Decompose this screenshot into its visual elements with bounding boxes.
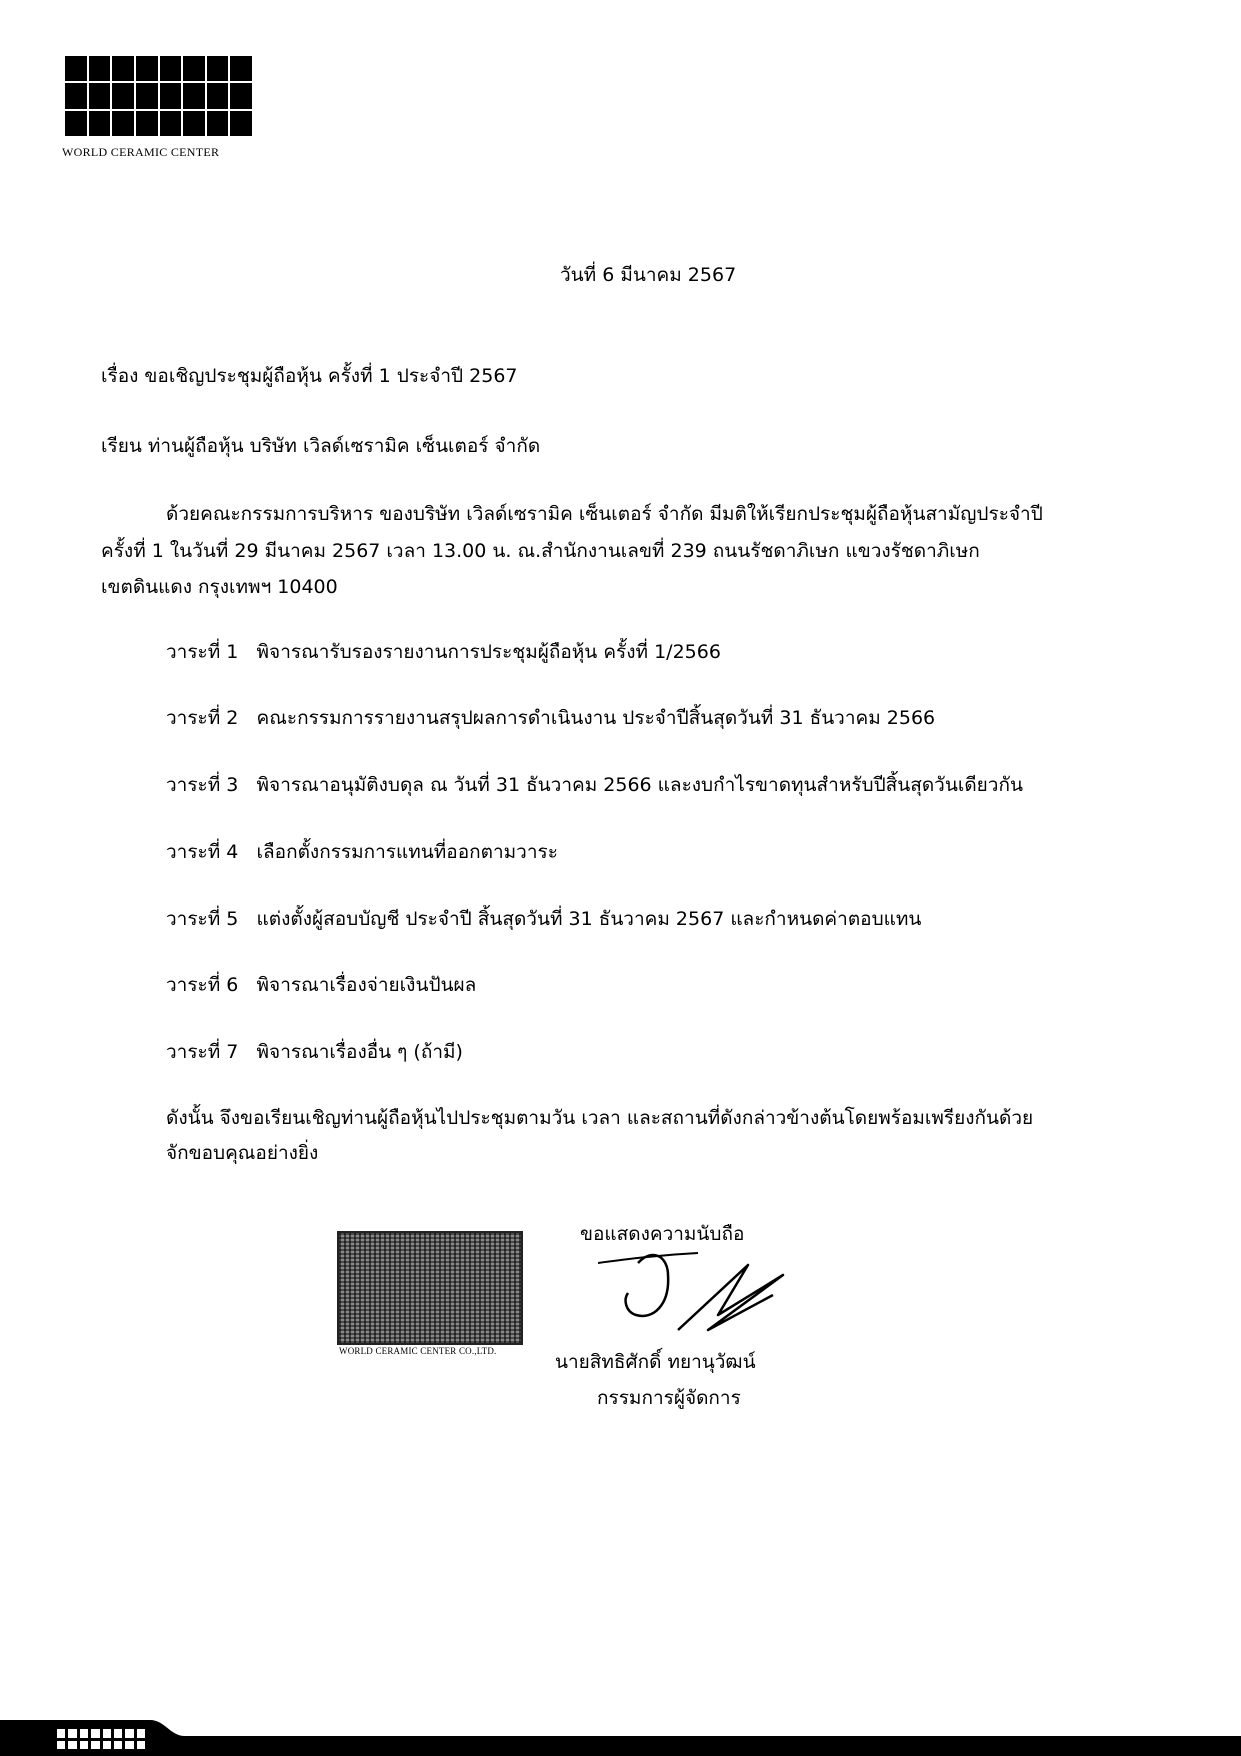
company-stamp <box>339 1233 521 1343</box>
agenda-label: วาระที่ 7 <box>166 1041 239 1063</box>
agenda-label: วาระที่ 3 <box>166 774 239 796</box>
agenda-label: วาระที่ 6 <box>166 974 239 996</box>
salutation: ขอแสดงความนับถือ <box>580 1223 745 1245</box>
agenda-text: พิจารณาอนุมัติงบดุล ณ วันที่ 31 ธันวาคม 2566 และงบกำไรขาดทุนสำหรับปีสิ้นสุดวันเดียวกัน <box>256 774 1023 796</box>
agenda-item-6 <box>166 976 476 995</box>
agenda-text: พิจารณาเรื่องอื่น ๆ (ถ้ามี) <box>256 1041 463 1063</box>
agenda-item-7 <box>166 1043 463 1062</box>
intro-line-2: ครั้งที่ 1 ในวันที่ 29 มีนาคม 2567 เวลา 13.00 น. ณ.สำนักงานเลขที่ 239 ถนนรัชดาภิเษก แขวงรัชดาภิเษก <box>101 540 980 562</box>
letter-recipient: เรียน ท่านผู้ถือหุ้น บริษัท เวิลด์เซรามิค เซ็นเตอร์ จำกัด <box>101 435 541 457</box>
stamp-image <box>339 1233 521 1343</box>
logo-grid-mark <box>65 56 252 136</box>
intro-line-1: ด้วยคณะกรรมการบริหาร ของบริษัท เวิลด์เซรามิค เซ็นเตอร์ จำกัด มีมติให้เรียกประชุมผู้ถือหุ้นสามัญประจำปี <box>166 503 1043 525</box>
stamp-text: WORLD CERAMIC CENTER CO.,LTD. <box>339 1346 497 1356</box>
agenda-label: วาระที่ 2 <box>166 707 239 729</box>
agenda-item-3 <box>166 776 1023 795</box>
agenda-item-4 <box>166 843 558 862</box>
agenda-label: วาระที่ 4 <box>166 841 239 863</box>
agenda-text: คณะกรรมการรายงานสรุปผลการดำเนินงาน ประจำปีสิ้นสุดวันที่ 31 ธันวาคม 2566 <box>256 707 936 729</box>
company-logo <box>65 56 252 136</box>
agenda-text: แต่งตั้งผู้สอบบัญชี ประจำปี สิ้นสุดวันที่ 31 ธันวาคม 2567 และกำหนดค่าตอบแทน <box>256 908 922 930</box>
agenda-label: วาระที่ 1 <box>166 641 239 663</box>
agenda-item-1 <box>166 643 721 662</box>
agenda-text: เลือกตั้งกรรมการแทนที่ออกตามวาระ <box>256 841 558 863</box>
agenda-label: วาระที่ 5 <box>166 908 239 930</box>
agenda-item-2 <box>166 709 935 728</box>
intro-line-3: เขตดินแดง กรุงเทพฯ 10400 <box>101 576 338 598</box>
logo-text: WORLD CERAMIC CENTER <box>62 145 220 159</box>
agenda-item-5 <box>166 910 921 929</box>
closing-line-2: จักขอบคุณอย่างยิ่ง <box>166 1142 319 1164</box>
signer-name: นายสิทธิศักดิ์ ทยานุวัฒน์ <box>555 1351 756 1373</box>
signer-title: กรรมการผู้จัดการ <box>597 1387 741 1409</box>
closing-line-1: ดังนั้น จึงขอเรียนเชิญท่านผู้ถือหุ้นไปประชุมตามวัน เวลา และสถานที่ดังกล่าวข้างต้นโดยพร้อมเพรียงกันด้วย <box>166 1107 1034 1129</box>
handwritten-signature <box>598 1235 798 1350</box>
agenda-text: พิจารณารับรองรายงานการประชุมผู้ถือหุ้น ครั้งที่ 1/2566 <box>256 641 721 663</box>
agenda-text: พิจารณาเรื่องจ่ายเงินปันผล <box>256 974 477 996</box>
letter-subject: เรื่อง ขอเชิญประชุมผู้ถือหุ้น ครั้งที่ 1 ประจำปี 2567 <box>101 365 518 387</box>
footer-logo-mark <box>56 1728 146 1750</box>
footer-bar <box>0 1716 1241 1756</box>
letter-date: วันที่ 6 มีนาคม 2567 <box>560 264 737 286</box>
